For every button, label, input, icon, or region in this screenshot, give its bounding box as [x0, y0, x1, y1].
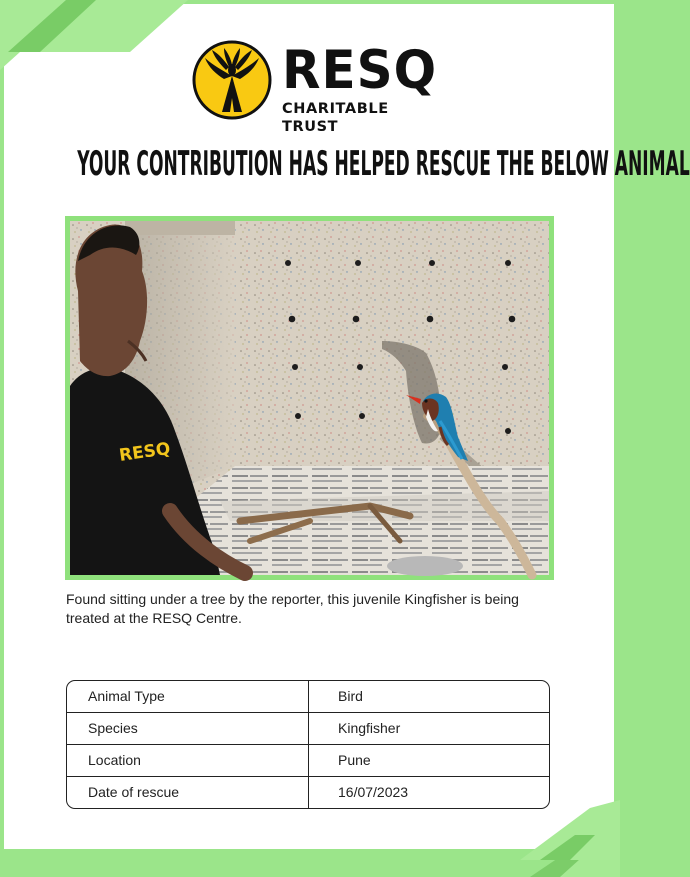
brand-subtitle: CHARITABLE TRUST	[282, 101, 389, 135]
detail-label: Date of rescue	[67, 777, 309, 808]
page-corner-bottom-right	[420, 800, 620, 860]
table-row	[67, 745, 549, 777]
table-row	[67, 713, 549, 745]
page-title: YOUR CONTRIBUTION HAS HELPED RESCUE THE BELOW ANIMAL	[77, 144, 690, 184]
detail-value: Pune	[338, 752, 371, 768]
detail-value: 16/07/2023	[338, 784, 409, 800]
resq-logo	[192, 39, 442, 135]
rescued-kingfisher-photo	[70, 221, 549, 575]
brand-name: RESQ	[282, 39, 438, 101]
rescue-details-table	[66, 680, 550, 809]
page-corner-top-left	[0, 0, 200, 80]
detail-label: Animal Type	[67, 681, 309, 712]
detail-label: Location	[67, 745, 309, 776]
detail-value: Bird	[338, 688, 363, 704]
photo-frame	[65, 216, 554, 580]
photo-caption: Found sitting under a tree by the reporter, this juvenile Kingfisher is being treated at the RESQ Centre.	[66, 591, 519, 626]
resq-hands-bird-icon	[192, 40, 272, 120]
detail-value: Kingfisher	[338, 720, 401, 736]
detail-label: Species	[67, 713, 309, 744]
shirt-logo-text: RESQ	[117, 438, 172, 466]
table-row	[67, 777, 549, 808]
table-row	[67, 681, 549, 713]
certificate-page	[4, 4, 690, 849]
